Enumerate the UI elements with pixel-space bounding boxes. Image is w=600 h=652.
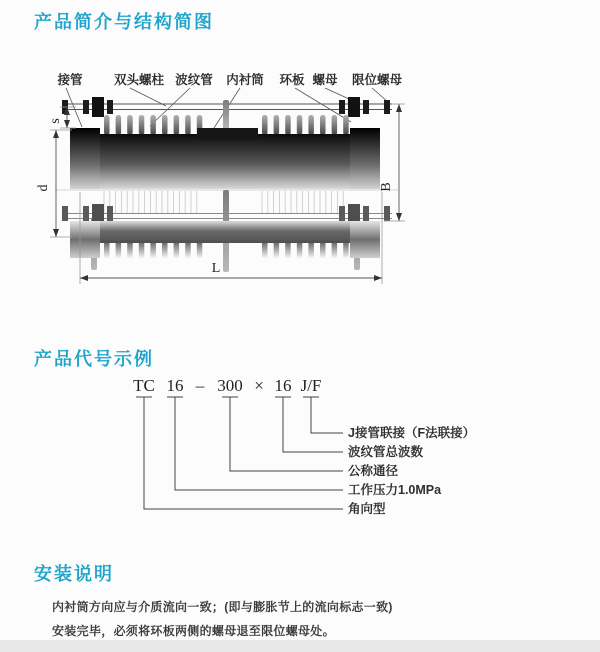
dim-B: B — [379, 182, 394, 192]
body-upper — [70, 128, 380, 189]
callout-angular-type: 角向型 — [348, 502, 386, 516]
part-labels — [56, 72, 402, 87]
code-callout-lines — [136, 397, 343, 509]
code-seg-type: TC — [133, 376, 155, 395]
code-seg-waves: 16 — [274, 376, 292, 395]
code-callout-labels — [348, 425, 475, 516]
dim-d: d — [36, 184, 51, 192]
dim-s: s — [48, 118, 63, 124]
section-title-install: 安装说明 — [34, 564, 114, 584]
code-seg-times: × — [254, 376, 264, 395]
code-seg-pressure: 16 — [166, 376, 184, 395]
callout-wave-count: 波纹管总波数 — [348, 445, 424, 459]
label-connecting-pipe: 接管 — [57, 73, 83, 87]
inner-liner-band — [197, 128, 258, 137]
label-inner-liner: 内衬筒 — [226, 73, 264, 87]
center-stud-upper — [223, 100, 229, 131]
label-limit-nut: 限位螺母 — [351, 73, 403, 87]
label-ring-plate: 环板 — [279, 73, 305, 87]
label-double-end-stud: 双头螺柱 — [113, 73, 165, 87]
callout-connection: J接管联接（F法联接） — [348, 426, 476, 440]
section-title-intro: 产品简介与结构简图 — [34, 12, 214, 32]
code-seg-dash: – — [195, 376, 205, 395]
code-seg-conn: J/F — [300, 376, 322, 395]
dim-L: L — [211, 261, 221, 276]
footer-strip — [0, 640, 600, 652]
product-code-diagram — [0, 370, 600, 530]
section-title-code-example: 产品代号示例 — [34, 349, 154, 369]
label-bellows: 波纹管 — [175, 73, 213, 87]
code-segments — [133, 376, 321, 395]
install-instruction-1: 内衬筒方向应与介质流向一致；(即与膨胀节上的流向标志一致) — [52, 600, 393, 614]
callout-working-pressure: 工作压力1.0MPa — [348, 483, 442, 497]
install-instruction-2: 安装完毕，必须将环板两侧的螺母退至限位螺母处。 — [52, 624, 335, 638]
code-seg-dn: 300 — [217, 376, 243, 395]
label-nut: 螺母 — [312, 73, 338, 87]
callout-nominal-diameter: 公称通径 — [348, 464, 399, 478]
structure-diagram — [0, 60, 600, 310]
